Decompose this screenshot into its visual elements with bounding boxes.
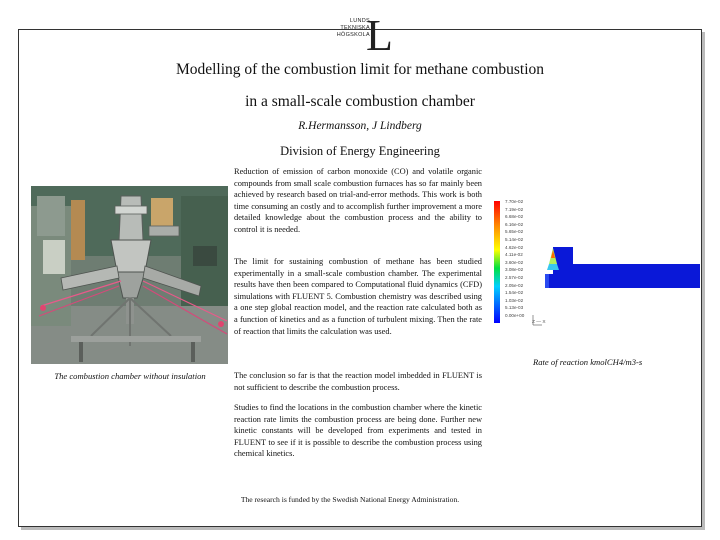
paragraph-method: The limit for sustaining combustion of methane has been studied experimentally in a small-scale combustion chamber. The experimental results have then been compared to Computational fluid dynamics (CFD) simulations with FLUENT 5. Combustion chemistry was described using a one step global reaction model, and the reaction rate calculated both as a function of kinetics and as a function of turbulent mixing. Then the rate of reaction that limits the calculation was used. [234, 257, 482, 336]
paragraph-intro: Reduction of emission of carbon monoxide (CO) and volatile organic compounds from small scale combustion furnaces has so far mainly been achieved by research based on trial-and-error methods. This work is both time consuming an costly and to accomplish further improvement a more detailed knowledge about the combustion process and the ability to control it is needed. [234, 167, 482, 234]
paragraph-conclusion: The conclusion so far is that the reaction model imbedded in FLUENT is not sufficient to describe the combustion process. [234, 371, 482, 392]
colorbar-label: 6.16e-02 [505, 221, 524, 227]
colorbar-label: 4.11e-02 [505, 252, 523, 258]
colorbar-label: 4.62e-02 [505, 244, 524, 250]
colorbar-labels [505, 198, 535, 320]
colorbar [494, 201, 500, 323]
logo-line-2: TEKNISKA [340, 25, 370, 31]
funding-note: The research is funded by the Swedish National Energy Administration. [240, 495, 460, 504]
colorbar-label: 0.00e+00 [505, 312, 525, 318]
colorbar-label: 2.57e-02 [505, 274, 524, 280]
colorbar-label: 1.54e-02 [505, 290, 524, 296]
authors: R.Hermansson, J Lindberg [298, 120, 422, 132]
paragraph-future: Studies to find the locations in the combustion chamber where the kinetic reaction rate limits the combustion process are being done. Further new kinetic constants will be developed from experiments and tested in FLUENT to see if it is possible to describe the combustion process using chemical kinetics. [234, 403, 482, 459]
contour-caption: Rate of reaction kmolCH4/m3-s [533, 357, 643, 367]
logo-line-1: LUNDS [349, 18, 370, 24]
colorbar-label: 5.14e-02 [505, 236, 524, 242]
logo-line-3: HÖGSKOLA [336, 32, 370, 38]
colorbar-label: 5.13e-03 [505, 305, 524, 311]
colorbar-label: 7.19e-02 [505, 206, 524, 212]
colorbar-label: 6.68e-02 [505, 214, 524, 220]
colorbar-label: 1.03e-02 [505, 297, 524, 303]
colorbar-label: 3.08e-02 [505, 267, 524, 273]
colorbar-label: 2.05e-02 [505, 282, 524, 288]
colorbar-label: 3.60e-02 [505, 259, 524, 265]
axis-label: Z — X [532, 320, 546, 325]
university-logo [322, 11, 393, 60]
colorbar-label: 5.65e-02 [505, 229, 524, 235]
title-line-1: Modelling of the combustion limit for methane combustion [175, 61, 545, 78]
cfd-contour-plot [545, 234, 700, 294]
colorbar-label: 7.70e-02 [505, 199, 524, 204]
department: Division of Energy Engineering [280, 144, 440, 158]
logo-letter: L [366, 11, 393, 60]
combustion-chamber-photo [31, 186, 228, 364]
photo-caption: The combustion chamber without insulation [54, 371, 206, 381]
title-line-2: in a small-scale combustion chamber [245, 93, 475, 110]
